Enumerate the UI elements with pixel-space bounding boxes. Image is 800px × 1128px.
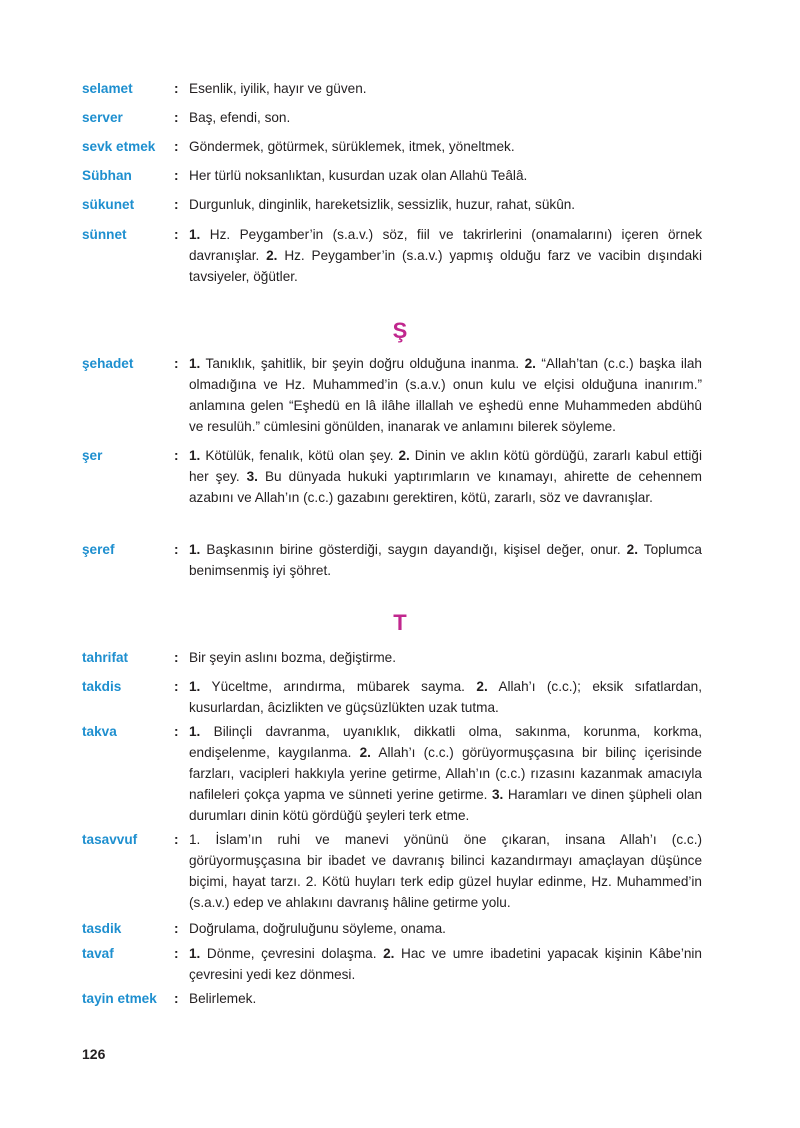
entry-definition: 1. Başkasının birine gösterdiği, saygın dayandığı, kişisel değer, onur. 2. Toplumca benimsenmiş iyi şöhret. (189, 542, 702, 578)
glossary-entry-tasavvuf (82, 829, 702, 913)
entry-colon: : (174, 81, 179, 96)
entry-definition: Doğrulama, doğruluğunu söyleme, onama. (189, 921, 446, 936)
glossary-entry-sunnet (82, 224, 702, 287)
entry-term: sükunet (82, 197, 135, 212)
entry-colon: : (174, 227, 179, 242)
entry-term: tahrifat (82, 650, 129, 665)
entry-term: tasavvuf (82, 832, 138, 847)
entry-definition: Durgunluk, dinginlik, hareketsizlik, sessizlik, huzur, rahat, sükûn. (189, 197, 576, 212)
entry-colon: : (174, 946, 179, 961)
glossary-entry-tavaf (82, 943, 702, 985)
entry-colon: : (174, 650, 179, 665)
entry-definition: Belirlemek. (189, 991, 257, 1006)
entry-definition: Göndermek, götürmek, sürüklemek, itmek, yöneltmek. (189, 139, 515, 154)
entry-definition: 1. Kötülük, fenalık, kötü olan şey. 2. Dinin ve aklın kötü gördüğü, zararlı kabul ettiği her şey. 3. Bu dünyada hukuki yaptırımların ve kınamayı, ahirette de cehennem azabını ve Allah’ın (c.c.) gazabını gerektiren, kötü, zararlı, söz ve davranışlar. (189, 448, 703, 505)
entry-definition: Baş, efendi, son. (189, 110, 291, 125)
entry-definition: 1. Bilinçli davranma, uyanıklık, dikkatli olma, sakınma, korunma, korkma, endişelenme, kaygılanma. 2. Allah’ı (c.c.) görüyormuşçasına bir bilinç içerisinde farzları, vacipleri hakkıyla yerine getirme, Allah’ın (c.c.) rızasını kazanmak amacıyla nafileleri çokça yapma ve sünneti yerine getirme. 3. Haramları ve dinen şüpheli olan durumları dinin kötü gördüğü şeyleri terk etme. (189, 724, 702, 823)
entry-colon: : (174, 197, 179, 212)
entry-term: sevk etmek (82, 139, 156, 154)
entry-colon: : (174, 448, 179, 463)
glossary-entry-sevk-etmek (82, 136, 702, 157)
entry-term: tasdik (82, 921, 122, 936)
entry-colon: : (174, 542, 179, 557)
glossary-entry-sukunet (82, 194, 702, 215)
glossary-entry-tasdik (82, 918, 702, 939)
entry-colon: : (174, 110, 179, 125)
entry-term: şeref (82, 542, 115, 557)
glossary-entry-selamet (82, 78, 702, 99)
entry-definition: Esenlik, iyilik, hayır ve güven. (189, 81, 367, 96)
glossary-entry-seref (82, 539, 702, 581)
entry-term: takdis (82, 679, 122, 694)
glossary-entry-server (82, 107, 702, 128)
section-letter-t: T (393, 610, 407, 635)
entry-colon: : (174, 921, 179, 936)
entry-term: şer (82, 448, 103, 463)
entry-term: server (82, 110, 123, 125)
entry-term: tayin etmek (82, 991, 157, 1006)
entry-term: Sübhan (82, 168, 132, 183)
entry-colon: : (174, 724, 179, 739)
glossary-entry-sehadet (82, 353, 702, 437)
entry-colon: : (174, 991, 179, 1006)
entry-term: tavaf (82, 946, 114, 961)
entry-colon: : (174, 139, 179, 154)
glossary-entry-tayin-etmek (82, 988, 702, 1009)
entry-definition: 1. Dönme, çevresini dolaşma. 2. Hac ve umre ibadetini yapacak kişinin Kâbe’nin çevresini yedi kez dönmesi. (189, 946, 702, 982)
entry-term: selamet (82, 81, 133, 96)
entry-definition: 1. İslam’ın ruhi ve manevi yönünü öne çıkaran, insana Allah’ı (c.c.) görüyormuşçasına bir ibadet ve davranış bilinci kazandırmayı amaçlayan düşünce biçimi, hayat tarzı. 2. Kötü huyları terk edip güzel huylar edinme, Hz. Muhammed’in (s.a.v.) edep ve ahlakını davranış hâline getirme yolu. (189, 832, 702, 910)
entry-colon: : (174, 168, 179, 183)
page-number: 126 (82, 1046, 106, 1062)
entry-colon: : (174, 356, 179, 371)
glossary-entry-ser (82, 445, 702, 508)
entry-term: şehadet (82, 356, 134, 371)
entry-definition: 1. Hz. Peygamber’in (s.a.v.) söz, fiil ve takrirlerini (onamalarını) içeren örnek davranışlar. 2. Hz. Peygamber’in (s.a.v.) yapmış olduğu farz ve vacibin dışındaki tavsiyeler, öğütler. (189, 227, 702, 284)
glossary-entry-tahrifat (82, 647, 702, 668)
entry-definition: 1. Tanıklık, şahitlik, bir şeyin doğru olduğuna inanma. 2. “Allah’tan (c.c.) başka ilah olmadığına ve Hz. Muhammed’in (s.a.v.) onun kulu ve elçisi olduğuna inanırım.” anlamına gelen “Eşhedü en lâ ilâhe illallah ve eşhedü enne Muhammeden abdühû ve resulüh.” cümlesini gönülden, inanarak ve anlamını bilerek söyleme. (189, 356, 702, 434)
entry-definition: Bir şeyin aslını bozma, değiştirme. (189, 650, 397, 665)
entry-definition: 1. Yüceltme, arındırma, mübarek sayma. 2. Allah’ı (c.c.); eksik sıfatlardan, kusurlardan, âcizlikten ve güçsüzlükten uzak tutma. (189, 679, 702, 715)
entry-colon: : (174, 679, 179, 694)
entry-colon: : (174, 832, 179, 847)
glossary-entry-takdis (82, 676, 702, 718)
section-letter-s-cedilla: Ş (392, 318, 408, 343)
entry-term: takva (82, 724, 117, 739)
glossary-entry-takva (82, 721, 702, 826)
glossary-entry-subhan (82, 165, 702, 186)
entry-definition: Her türlü noksanlıktan, kusurdan uzak olan Allahü Teâlâ. (189, 168, 528, 183)
entry-term: sünnet (82, 227, 127, 242)
